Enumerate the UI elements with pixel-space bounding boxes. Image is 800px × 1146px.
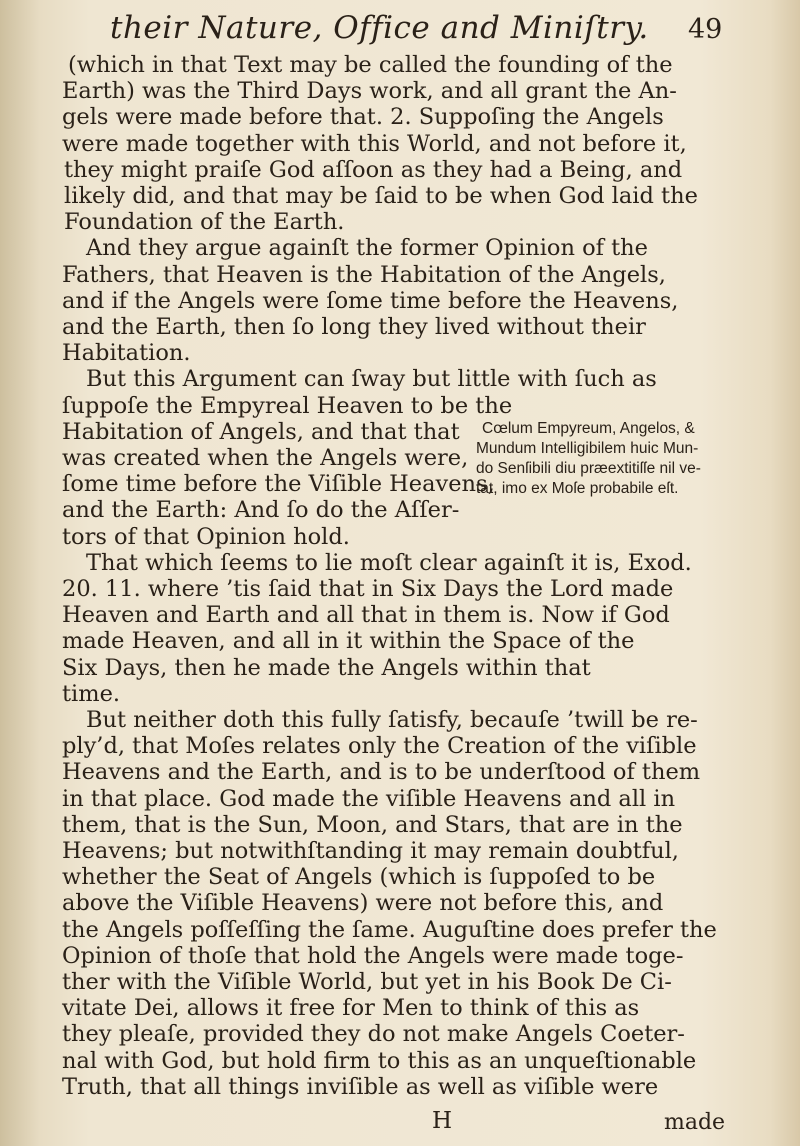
text-line: Heaven and Earth and all that in them is. Now if God: [62, 602, 670, 629]
text-line: ply’d, that Moſes relates only the Creation of the viſible: [62, 733, 697, 760]
text-line: Six Days, then he made the Angels within that: [62, 654, 591, 681]
text-line: Opinion of thoſe that hold the Angels were made toge-: [62, 942, 684, 969]
text-line: ſome time before the Viſible Heavens,: [62, 471, 495, 498]
text-line: made Heaven, and all in it within the Space of the: [62, 628, 635, 655]
text-line: vitate Dei, allows it free for Men to think of this as: [62, 995, 640, 1022]
text-line: 20. 11. where ’tis ſaid that in Six Days the Lord made: [62, 576, 674, 602]
signature-mark: H: [432, 1108, 453, 1134]
text-line: they might praiſe God aſſoon as they had a Being, and: [64, 156, 683, 183]
text-line: Habitation of Angels, and that that: [62, 418, 460, 445]
text-line: they pleaſe, provided they do not make Angels Coeter-: [62, 1021, 685, 1048]
page-number: 49: [688, 14, 723, 45]
text-line: were made together with this World, and not before it,: [62, 130, 687, 157]
side-note-line: Cœlum Empyreum, Angelos, &: [482, 419, 695, 437]
running-head: their Nature, Office and Miniſtry.: [110, 10, 649, 46]
text-line: whether the Seat of Angels (which is ſuppoſed to be: [62, 864, 656, 891]
side-note-line: Mundum Intelligibilem huic Mun-: [476, 439, 699, 457]
text-line: in that place. God made the viſible Heavens and all in: [62, 785, 676, 812]
paragraph-start-line: That which ſeems to lie moſt clear againſt it is, Exod.: [86, 549, 692, 576]
text-line: nal with God, but hold firm to this as an unqueſtionable: [62, 1047, 697, 1074]
text-line: Heavens; but notwithſtanding it may remain doubtful,: [62, 838, 679, 864]
text-line: gels were made before that. 2. Suppoſing the Angels: [62, 104, 664, 131]
text-line: was created when the Angels were,: [62, 445, 469, 471]
text-line: and if the Angels were ſome time before the Heavens,: [62, 287, 679, 314]
text-line: time.: [62, 680, 121, 707]
text-line: ſuppoſe the Empyreal Heaven to be the: [62, 392, 513, 419]
text-line: and the Earth, then ſo long they lived without their: [62, 314, 646, 340]
text-line: Heavens and the Earth, and is to be underſtood of them: [62, 759, 701, 786]
paragraph-start-line: And they argue againſt the former Opinion of the: [86, 235, 648, 262]
text-line: them, that is the Sun, Moon, and Stars, that are in the: [62, 811, 683, 838]
text-line: above the Viſible Heavens) were not before this, and: [62, 890, 664, 917]
text-line: and the Earth: And ſo do the Aſſer-: [62, 497, 460, 524]
side-note-line: tat, imo ex Moſe probabile eſt.: [476, 479, 679, 497]
text-line: Foundation of the Earth.: [64, 209, 345, 236]
page-header: [0, 6, 800, 50]
paragraph-start-line: But neither doth this fully ſatisfy, becauſe ’twill be re-: [86, 707, 698, 733]
text-line: Habitation.: [62, 340, 191, 367]
text-line: Fathers, that Heaven is the Habitation of the Angels,: [62, 261, 666, 288]
text-line: the Angels poſſeſſing the ſame. Auguſtine does prefer the: [62, 916, 717, 943]
text-line: (which in that Text may be called the founding of the: [68, 52, 673, 78]
text-line: Truth, that all things inviſible as well as viſible were: [62, 1073, 659, 1100]
text-line: likely did, and that may be ſaid to be when God laid the: [64, 183, 698, 209]
side-note-line: do Senſibili diu præextitiſſe nil ve-: [476, 459, 701, 477]
text-line: Earth) was the Third Days work, and all grant the An-: [62, 78, 677, 105]
catchword: made: [664, 1110, 726, 1135]
paragraph-start-line: But this Argument can ſway but little with ſuch as: [86, 366, 657, 393]
text-line: ther with the Viſible World, but yet in his Book De Ci-: [62, 969, 672, 995]
text-line: tors of that Opinion hold.: [62, 523, 350, 550]
